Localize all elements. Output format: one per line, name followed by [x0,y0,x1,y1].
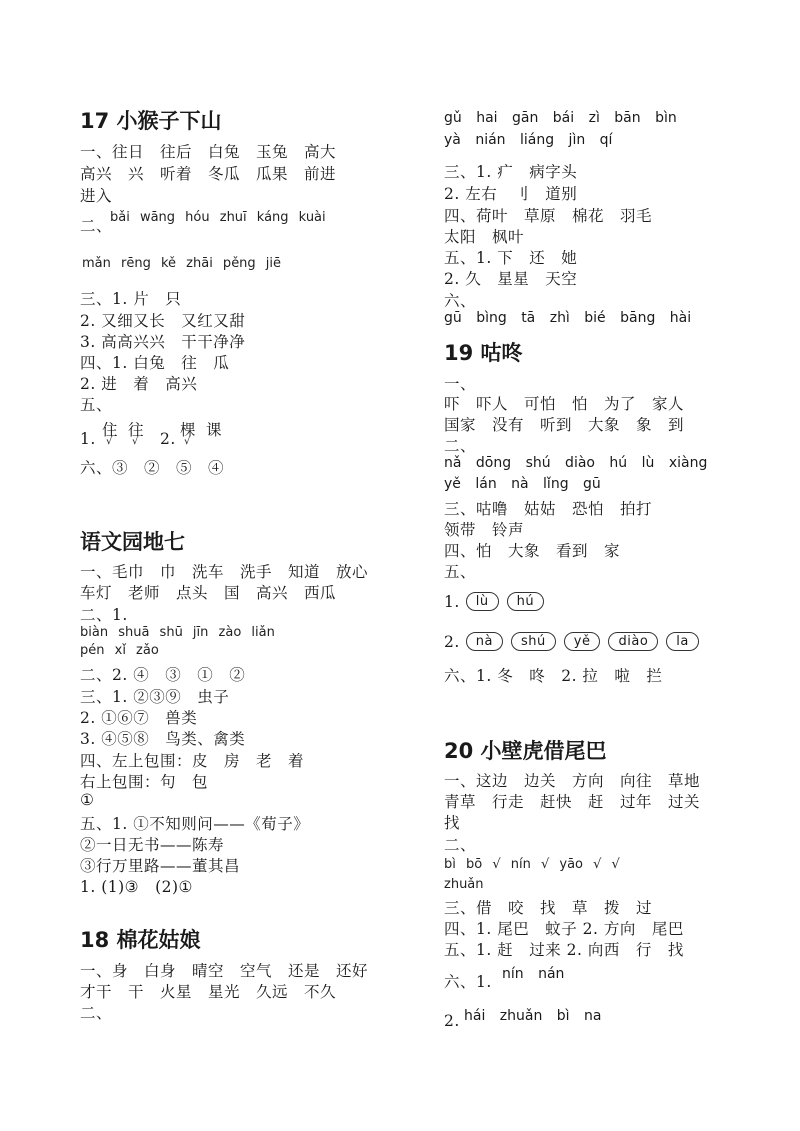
text-line: 五、1. ①不知则问——《荀子》 [80,815,310,833]
text-line: 高兴 兴 听着 冬瓜 瓜果 前进 [80,165,337,183]
text-line: 一、这边 边关 方向 向往 草地 [444,772,701,790]
text-line: ① [80,791,95,809]
circled-pinyin: la [666,632,699,651]
pinyin-line: nǎ dōng shú diào hú lù xiàng [444,455,708,471]
text-line: 一、毛巾 巾 洗车 洗手 知道 放心 [80,563,369,581]
text-line: 二、2. ④ ③ ① ② [80,666,246,684]
text-line: 六、1. [444,973,492,991]
text-line: 一、身 白身 晴空 空气 还是 还好 [80,962,369,980]
char-option: 住 [102,421,118,439]
text-line: 三、1. 片 只 [80,290,182,308]
circled-pinyin: diào [608,632,658,651]
text-line: 车灯 老师 点头 国 高兴 西瓜 [80,584,337,602]
pinyin-line: mǎn rēng kě zhāi pěng jiē [82,256,282,271]
text-line: 三、咕噜 姑姑 恐怕 拍打 [444,500,653,518]
text-line: 1. [80,430,96,448]
char-option: 棵 [180,421,196,439]
text-line: 二、 [444,836,477,854]
section-title-20: 20 小壁虎借尾巴 [444,739,607,763]
pinyin-line: nín nán [502,966,565,982]
text-line: ②一日无书——陈寿 [80,836,225,854]
text-line: 三、1. 疒 病字头 [444,163,578,181]
text-line: 太阳 枫叶 [444,228,525,246]
text-line: 四、怕 大象 看到 家 [444,542,621,560]
circled-pinyin-row [444,632,707,651]
pinyin-line: zhuǎn [444,877,484,892]
text-line: 四、1. 尾巴 蚊子 2. 方向 尾巴 [444,920,684,938]
text-line: 1. (1)③ (2)① [80,878,193,896]
text-line: 进入 [80,187,113,205]
item-number: 2. [444,632,460,651]
text-line: 一、往日 往后 白兔 玉兔 高大 [80,143,337,161]
text-line: 二、1. [80,606,128,624]
pinyin-line: pén xǐ zǎo [80,643,159,658]
text-line: 2. [444,1012,460,1030]
pinyin-line: yà nián liáng jìn qí [444,132,613,148]
text-line: 五、1. 赶 过来 2. 向西 行 找 [444,941,684,959]
text-line: 领带 铃声 [444,521,525,539]
text-line: 国家 没有 听到 大象 象 到 [444,416,685,434]
text-line: 六、 [444,292,477,310]
text-line: 三、1. ②③⑨ 虫子 [80,688,230,706]
pinyin-line: bǎi wāng hóu zhuī káng kuài [110,210,326,225]
text-line: 六、③ ② ⑤ ④ [80,459,225,477]
section-title-17: 17 小猴子下山 [80,109,222,133]
text-line: 找 [444,814,461,832]
text-line: 青草 行走 赶快 赶 过年 过关 [444,793,701,811]
text-line: 2. ①⑥⑦ 兽类 [80,709,198,727]
text-line: 四、荷叶 草原 棉花 羽毛 [444,207,653,225]
text-line: 2. 久 星星 天空 [444,270,578,288]
pinyin-line: gǔ hai gān bái zì bān bìn [444,110,677,126]
check-mark-icon: √ [184,436,191,447]
char-option: 往 [128,421,144,439]
pinyin-line: biàn shuā shū jīn zào liǎn [80,625,275,640]
text-line: 五、 [444,563,477,581]
text-line: 2. 又细又长 又红又甜 [80,312,246,330]
text-line: 三、借 咬 找 草 拨 过 [444,899,653,917]
text-line: 五、1. 下 还 她 [444,249,578,267]
text-line: 才干 干 火星 星光 久远 不久 [80,983,337,1001]
text-line: 右上包围：句 包 [80,773,209,791]
section-title-19: 19 咕咚 [444,341,523,365]
text-line: 2. 左右 刂 道别 [444,185,578,203]
circled-pinyin-row [444,592,552,611]
text-line: 吓 吓人 可怕 怕 为了 家人 [444,395,685,413]
text-line: 2. 进 着 高兴 [80,375,198,393]
pinyin-line: bì bō √ nín √ yāo √ √ [444,857,620,872]
text-line: 四、左上包围：皮 房 老 着 [80,752,305,770]
pinyin-line: hái zhuǎn bì na [464,1008,602,1024]
check-mark-icon: √ [132,436,139,447]
circled-pinyin: shú [511,632,556,651]
char-option: 课 [206,421,222,439]
pinyin-line: gū bìng tā zhì bié bāng hài [444,310,692,326]
text-line: 2. [160,430,176,448]
text-line: 一、 [444,375,477,393]
circled-pinyin: lù [466,592,499,611]
section-title-18: 18 棉花姑娘 [80,928,201,952]
text-line: ③行万里路——董其昌 [80,857,241,875]
circled-pinyin: yě [564,632,601,651]
section-title-ywyd7: 语文园地七 [80,530,185,554]
text-line: 二、 [444,437,477,455]
pinyin-line: yě lán nà lǐng gū [444,476,601,492]
text-line: 二、 [80,217,113,235]
text-line: 3. ④⑤⑧ 鸟类、禽类 [80,730,246,748]
text-line: 六、1. 冬 咚 2. 拉 啦 拦 [444,667,663,685]
circled-pinyin: nà [466,632,503,651]
text-line: 二、 [80,1004,113,1022]
text-line: 3. 高高兴兴 干干净净 [80,333,246,351]
text-line: 五、 [80,396,113,414]
check-mark-icon: √ [106,436,113,447]
circled-pinyin: hú [507,592,544,611]
text-line: 四、1. 白兔 往 瓜 [80,354,230,372]
item-number: 1. [444,592,460,611]
